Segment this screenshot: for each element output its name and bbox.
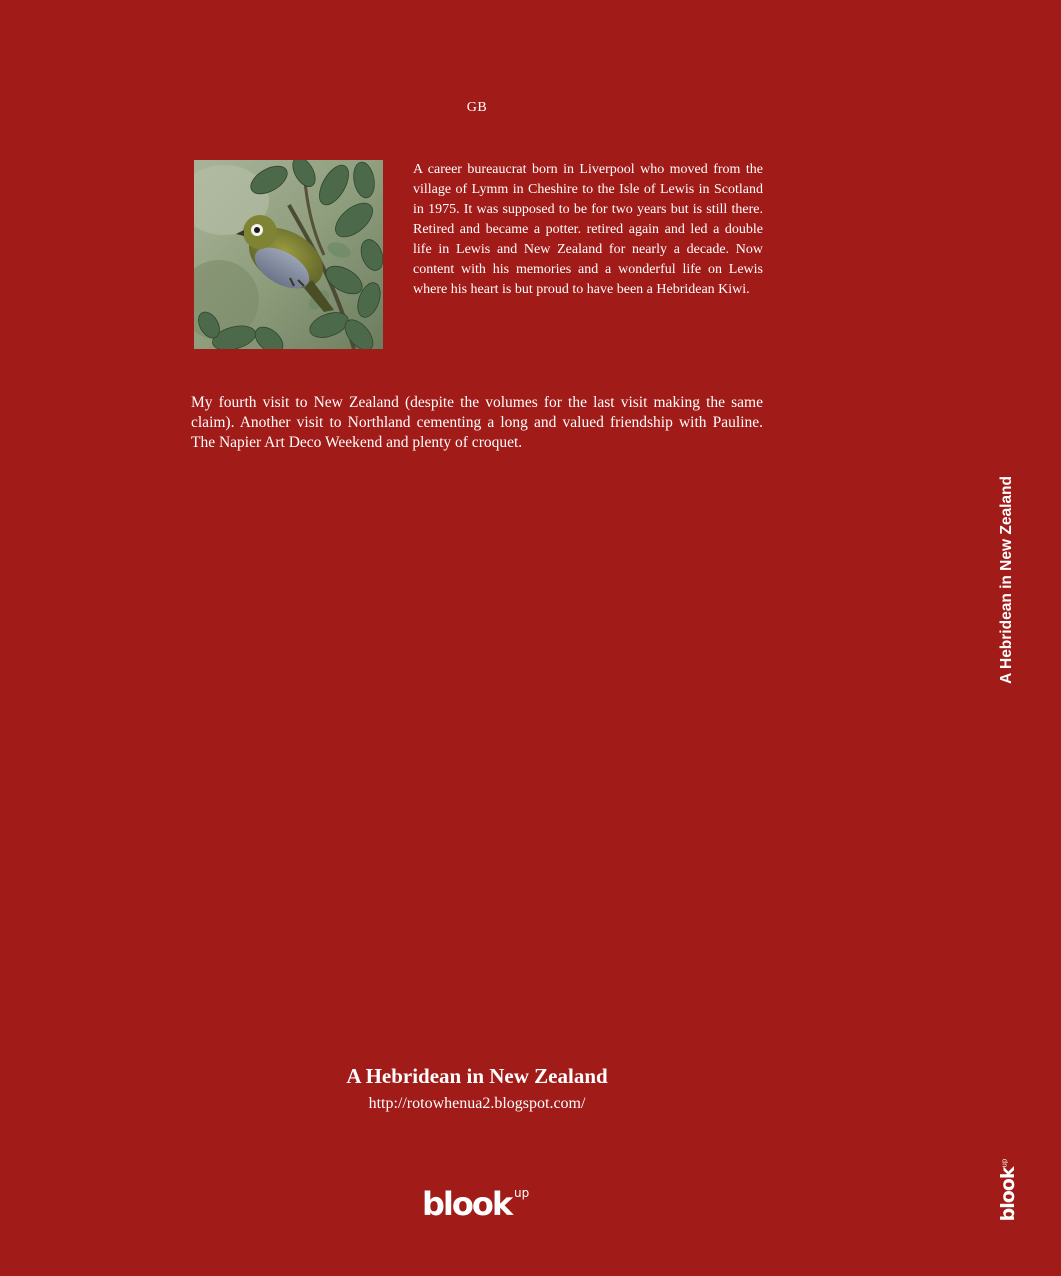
author-bio: A career bureaucrat born in Liverpool who moved from the village of Lymm in Cheshire to the Isle of Lewis in Scotland in 1975. It was supposed to be for two years but is still there. Retired and became a potter. retired again and led a double life in Lewis and New Zealand for nearly a decade. Now content with his memories and a wonderful life on Lewis where his heart is but proud to have been a Hebridean Kiwi.: [413, 162, 763, 297]
author-initials: GB: [466, 100, 488, 115]
publisher-logo-text: blook: [422, 1185, 512, 1223]
spine-logo-superscript: up: [1000, 1158, 1009, 1168]
book-url[interactable]: http://rotowhenua2.blogspot.com/: [368, 1095, 586, 1112]
spine-publisher-logo: [997, 1159, 1019, 1222]
spine-logo-text: blook: [997, 1167, 1019, 1222]
book-summary: My fourth visit to New Zealand (despite the volumes for the last visit making the same claim). Another visit to Northland cementing a long and valued friendship with Pauline. The Napier Art Deco Weekend and plenty of croquet.: [191, 394, 763, 451]
spine-title: A Hebridean in New Zealand: [998, 476, 1015, 684]
publisher-logo-superscript: up: [514, 1186, 530, 1200]
publisher-logo: [422, 1186, 542, 1222]
book-title: A Hebridean in New Zealand: [346, 1064, 608, 1088]
author-bird-photo: [194, 160, 383, 349]
